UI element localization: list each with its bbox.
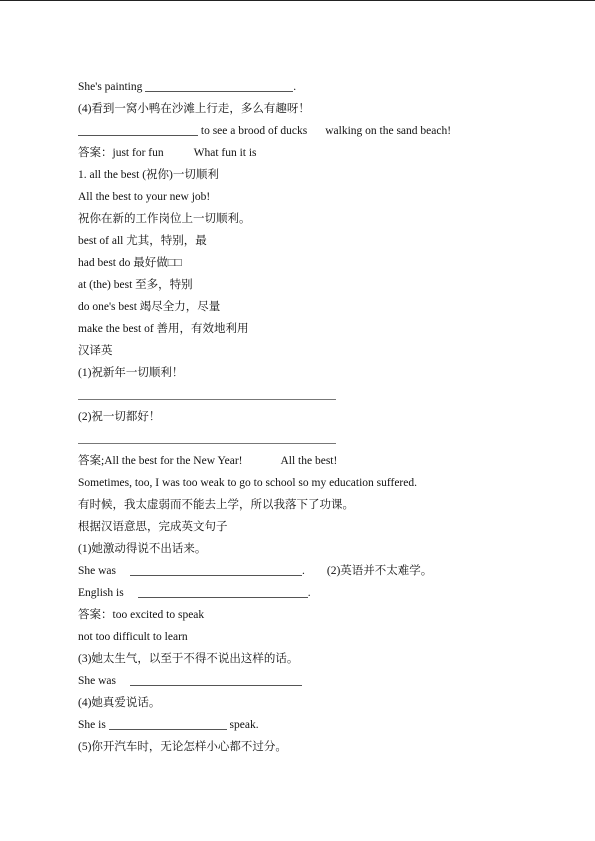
- text: English is: [78, 587, 124, 599]
- answer-blank: [138, 583, 308, 598]
- exercise-line: [78, 120, 578, 142]
- question-line: (4)看到一窝小鸭在沙滩上行走，多么有趣呀！: [78, 103, 310, 115]
- answer-blank: [78, 385, 336, 400]
- exercise-line: [78, 560, 578, 582]
- vocab-heading: 1. all the best (祝你)一切顺利: [78, 169, 219, 181]
- answer-line: not too difficult to learn: [78, 631, 188, 643]
- answer-line: [78, 142, 578, 164]
- text: to see a brood of ducks: [198, 125, 308, 137]
- text: She was: [78, 675, 117, 687]
- phrase-line: do one's best 竭尽全力，尽量: [78, 301, 221, 313]
- text: .: [293, 81, 297, 93]
- answer-blank: [145, 77, 293, 92]
- answer-blank: [130, 561, 302, 576]
- exercise-line: [78, 670, 578, 692]
- answer-blank: [78, 121, 198, 136]
- answer-blank: [109, 715, 227, 730]
- answer-line: [78, 450, 578, 472]
- question-line: (1)祝新年一切顺利！: [78, 367, 184, 379]
- text: walking on the sand beach!: [325, 125, 452, 137]
- answer-blank: [130, 671, 302, 686]
- question-line: (1)她激动得说不出话来。: [78, 543, 207, 555]
- question-line: (5)你开汽车时，无论怎样小心都不过分。: [78, 741, 287, 753]
- example-sentence: All the best to your new job!: [78, 191, 211, 203]
- answer-blank-line: [78, 428, 578, 450]
- question-line: (2)祝一切都好！: [78, 411, 161, 423]
- exercise-line: [78, 76, 578, 98]
- text: All the best!: [280, 455, 338, 467]
- example-translation: 祝你在新的工作岗位上一切顺利。: [78, 213, 251, 225]
- exercise-line: [78, 582, 578, 604]
- section-heading: 汉译英: [78, 345, 113, 357]
- text: What fun it is: [193, 147, 257, 159]
- text: 答案：just for fun: [78, 147, 164, 159]
- text: .: [302, 565, 305, 577]
- text: 答案;All the best for the New Year!: [78, 455, 243, 467]
- top-rule: [0, 0, 595, 1]
- section-heading: 根据汉语意思，完成英文句子: [78, 521, 228, 533]
- text: (2)英语并不太难学。: [326, 565, 433, 577]
- text: She's painting: [78, 81, 146, 93]
- question-line: (4)她真爱说话。: [78, 697, 161, 709]
- answer-blank-line: [78, 384, 578, 406]
- document-body: [78, 76, 578, 758]
- text: She was: [78, 565, 117, 577]
- text: .: [307, 587, 311, 599]
- phrase-line: at (the) best 至多，特别: [78, 279, 193, 291]
- answer-line: 答案：too excited to speak: [78, 609, 205, 621]
- text: She is: [78, 719, 109, 731]
- question-line: (3)她太生气，以至于不得不说出这样的话。: [78, 653, 299, 665]
- answer-blank: [78, 429, 336, 444]
- phrase-line: best of all 尤其，特别，最: [78, 235, 207, 247]
- exercise-line: [78, 714, 578, 736]
- example-sentence: Sometimes, too, I was too weak to go to school so my education suffered.: [78, 477, 417, 489]
- phrase-line: had best do 最好做□□: [78, 257, 182, 269]
- example-translation: 有时候，我太虚弱而不能去上学，所以我落下了功课。: [78, 499, 354, 511]
- phrase-line: make the best of 善用，有效地利用: [78, 323, 249, 335]
- text: speak.: [226, 719, 259, 731]
